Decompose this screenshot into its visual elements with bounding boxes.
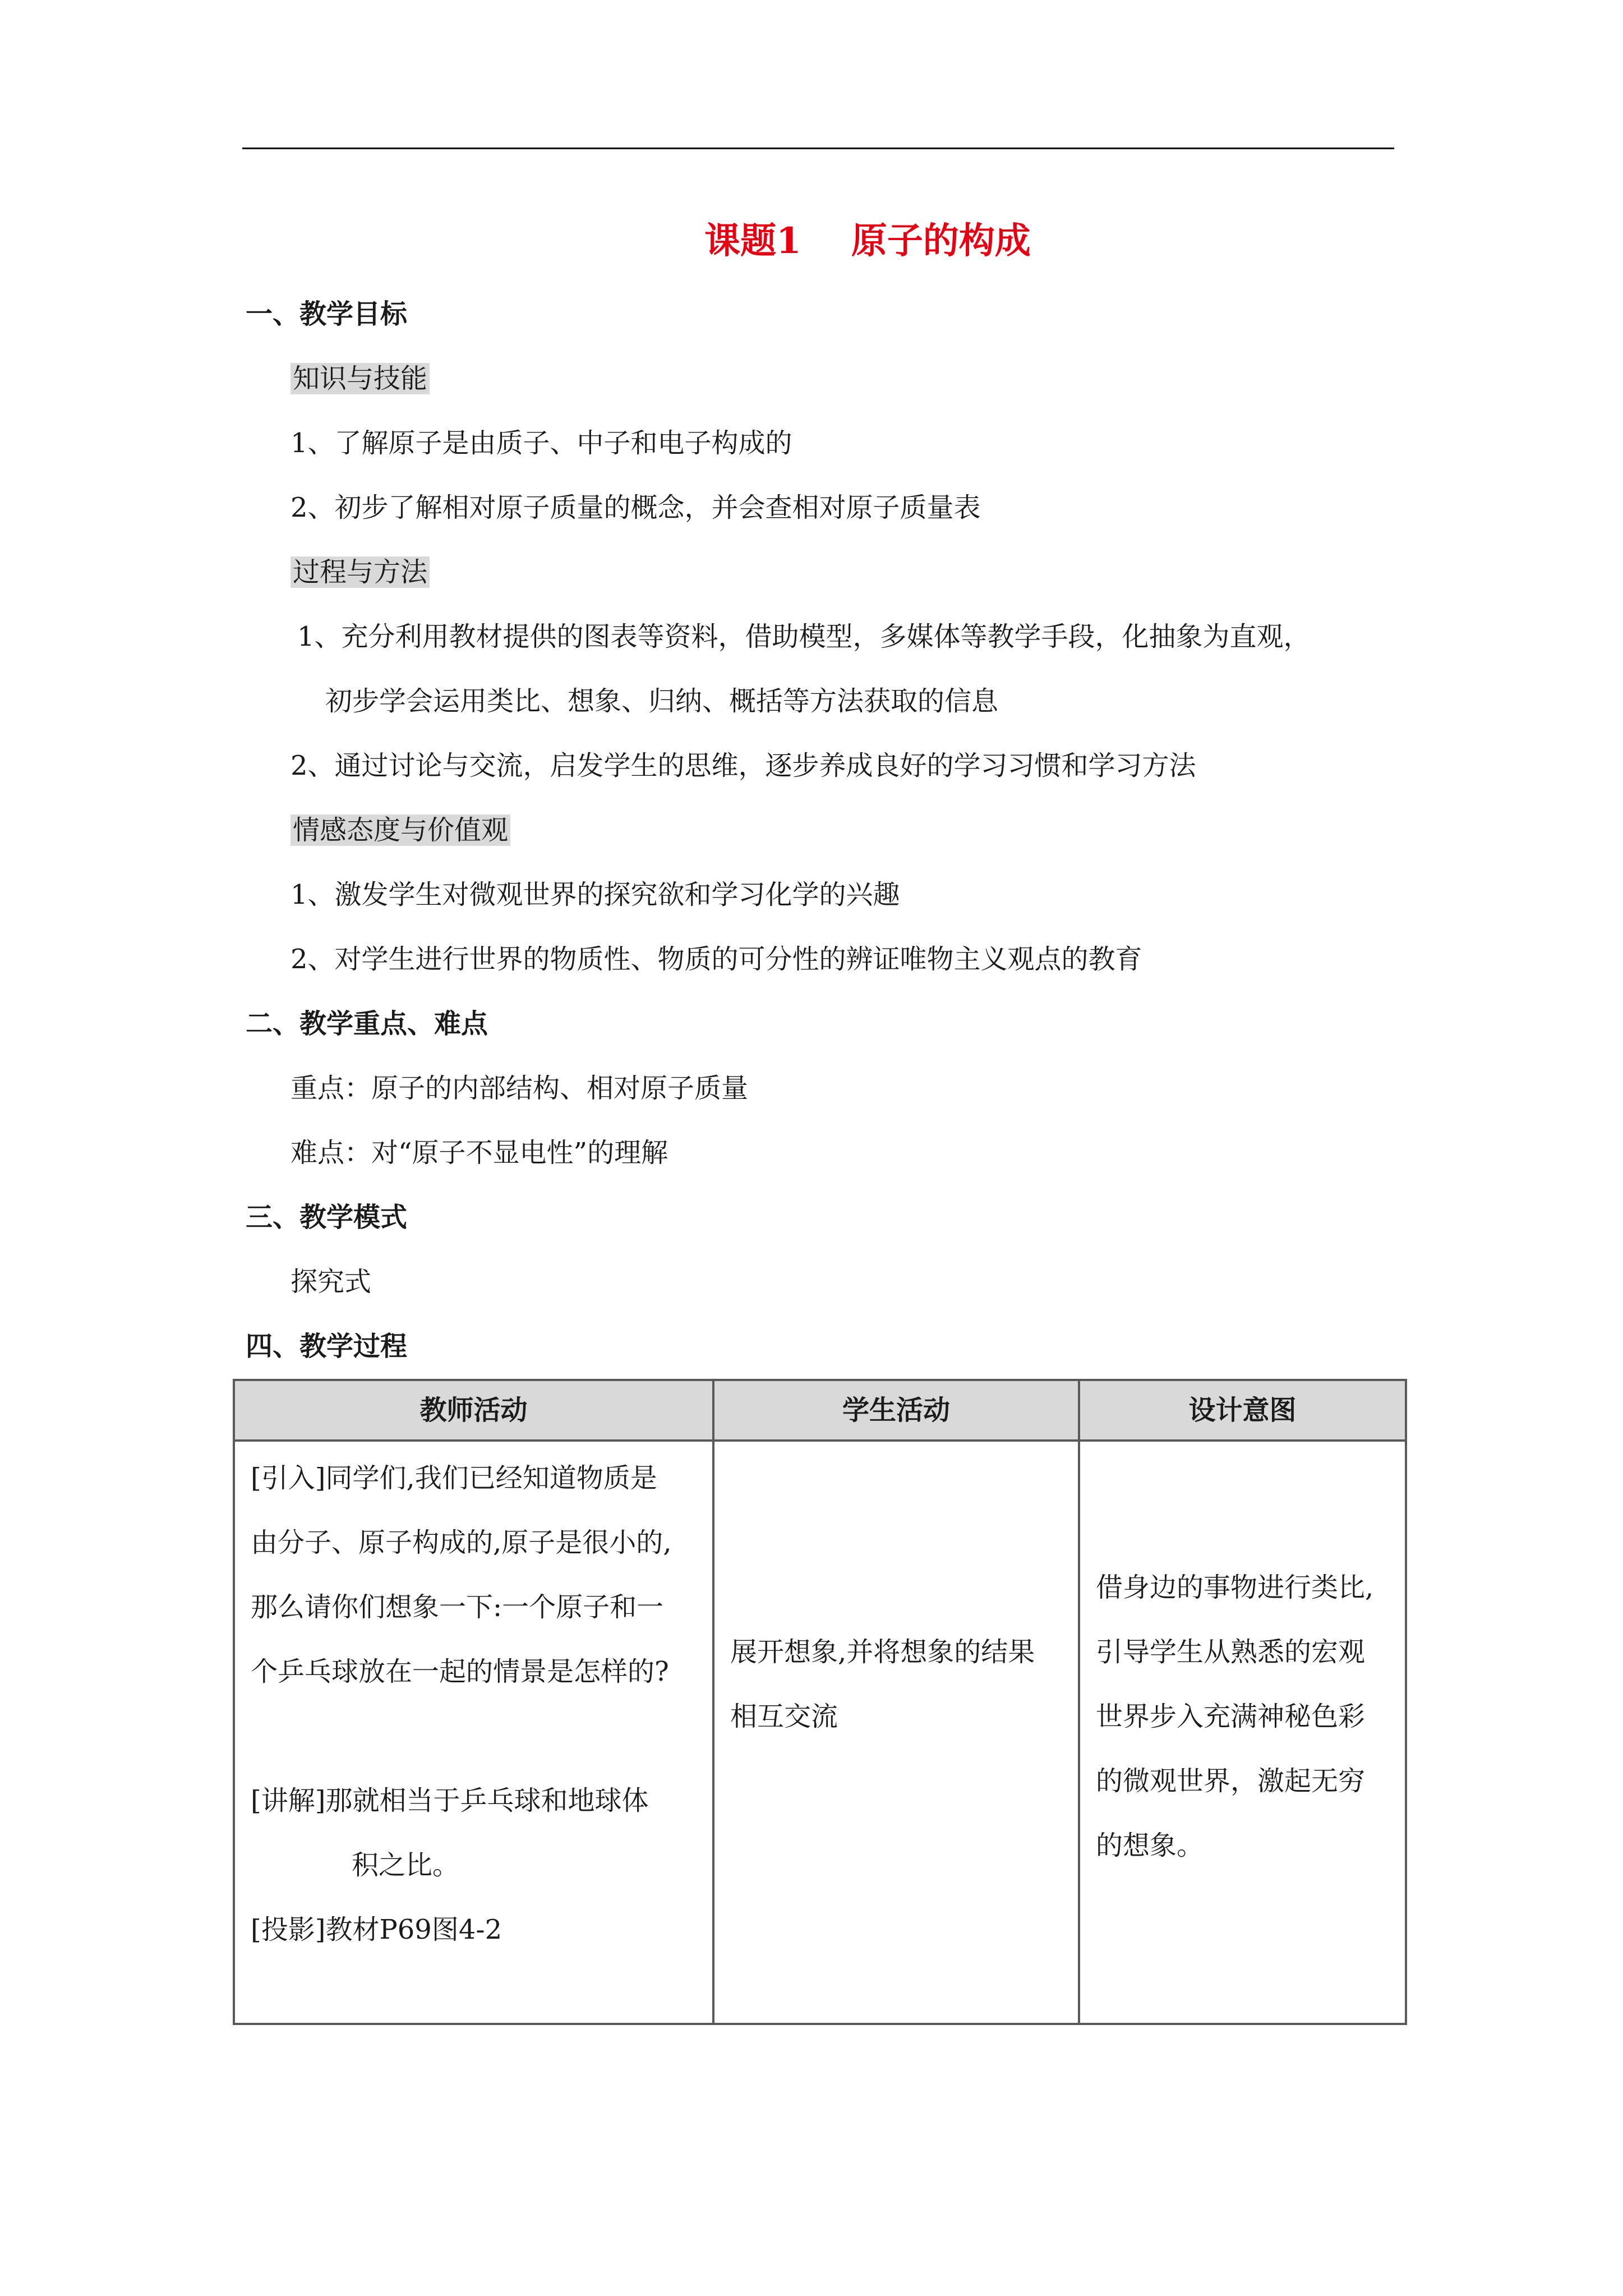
table-row [234,1441,1406,2024]
objective-knowledge-2: 2、初步了解相对原子质量的概念，并会查相对原子质量表 [291,492,981,523]
title-prefix: 课题1 [704,220,801,262]
design-line: 借身边的事物进行类比, [1096,1572,1374,1603]
key-point: 重点：原子的内部结构、相对原子质量 [291,1073,749,1104]
teacher-line: 那么请你们想象一下:一个原子和一 [251,1591,664,1623]
objective-process-2: 2、通过讨论与交流，启发学生的思维，逐步养成良好的学习习惯和学习方法 [291,750,1196,781]
teacher-line: 积之比。 [352,1849,460,1881]
section-heading-keypoints: 二、教学重点、难点 [246,1008,488,1039]
student-line: 展开想象,并将想象的结果 [730,1636,1035,1668]
document-title [0,213,1623,269]
design-intent-cell [1079,1441,1406,2024]
teacher-line: 个乒乓球放在一起的情景是怎样的? [251,1656,669,1687]
table-header-row [234,1380,1406,1441]
section-heading-process: 四、教学过程 [246,1331,408,1362]
section-heading-objectives: 一、教学目标 [246,298,408,330]
header-teacher: 教师活动 [234,1380,713,1441]
objective-attitude-2: 2、对学生进行世界的物质性、物质的可分性的辨证唯物主义观点的教育 [291,944,1142,975]
objective-process-1a: 1、充分利用教材提供的图表等资料，借助模型，多媒体等教学手段，化抽象为直观， [297,621,1311,652]
subheading-process: 过程与方法 [291,556,430,588]
subheading-knowledge: 知识与技能 [291,363,430,394]
design-line: 的微观世界，激起无穷 [1096,1765,1366,1797]
teacher-line [251,1704,697,1769]
title-main: 原子的构成 [851,220,1031,262]
difficult-point: 难点：对“原子不显电性”的理解 [291,1137,668,1168]
objective-knowledge-1: 1、了解原子是由质子、中子和电子构成的 [291,427,792,459]
process-table [233,1379,1407,2025]
subheading-attitude: 情感态度与价值观 [291,815,510,846]
teacher-line: [投影]教材P69图4-2 [251,1914,502,1945]
teaching-mode: 探究式 [291,1266,372,1297]
teacher-line: [引入]同学们,我们已经知道物质是 [251,1462,657,1494]
teacher-line: [讲解]那就相当于乒乓球和地球体 [251,1785,649,1816]
header-rule [242,148,1394,149]
teacher-line: 由分子、原子构成的,原子是很小的, [251,1527,672,1558]
design-line: 世界步入充满神秘色彩 [1096,1701,1366,1732]
objective-attitude-1: 1、激发学生对微观世界的探究欲和学习化学的兴趣 [291,879,900,910]
student-line: 相互交流 [730,1701,838,1732]
design-line: 引导学生从熟悉的宏观 [1096,1636,1366,1668]
section-heading-mode: 三、教学模式 [246,1202,408,1233]
teacher-activity-cell [234,1441,713,2024]
student-activity-cell [713,1441,1079,2024]
objective-process-1b: 初步学会运用类比、想象、归纳、概括等方法获取的信息 [325,685,999,717]
header-student: 学生活动 [713,1380,1079,1441]
header-design: 设计意图 [1079,1380,1406,1441]
design-line: 的想象。 [1096,1830,1204,1861]
